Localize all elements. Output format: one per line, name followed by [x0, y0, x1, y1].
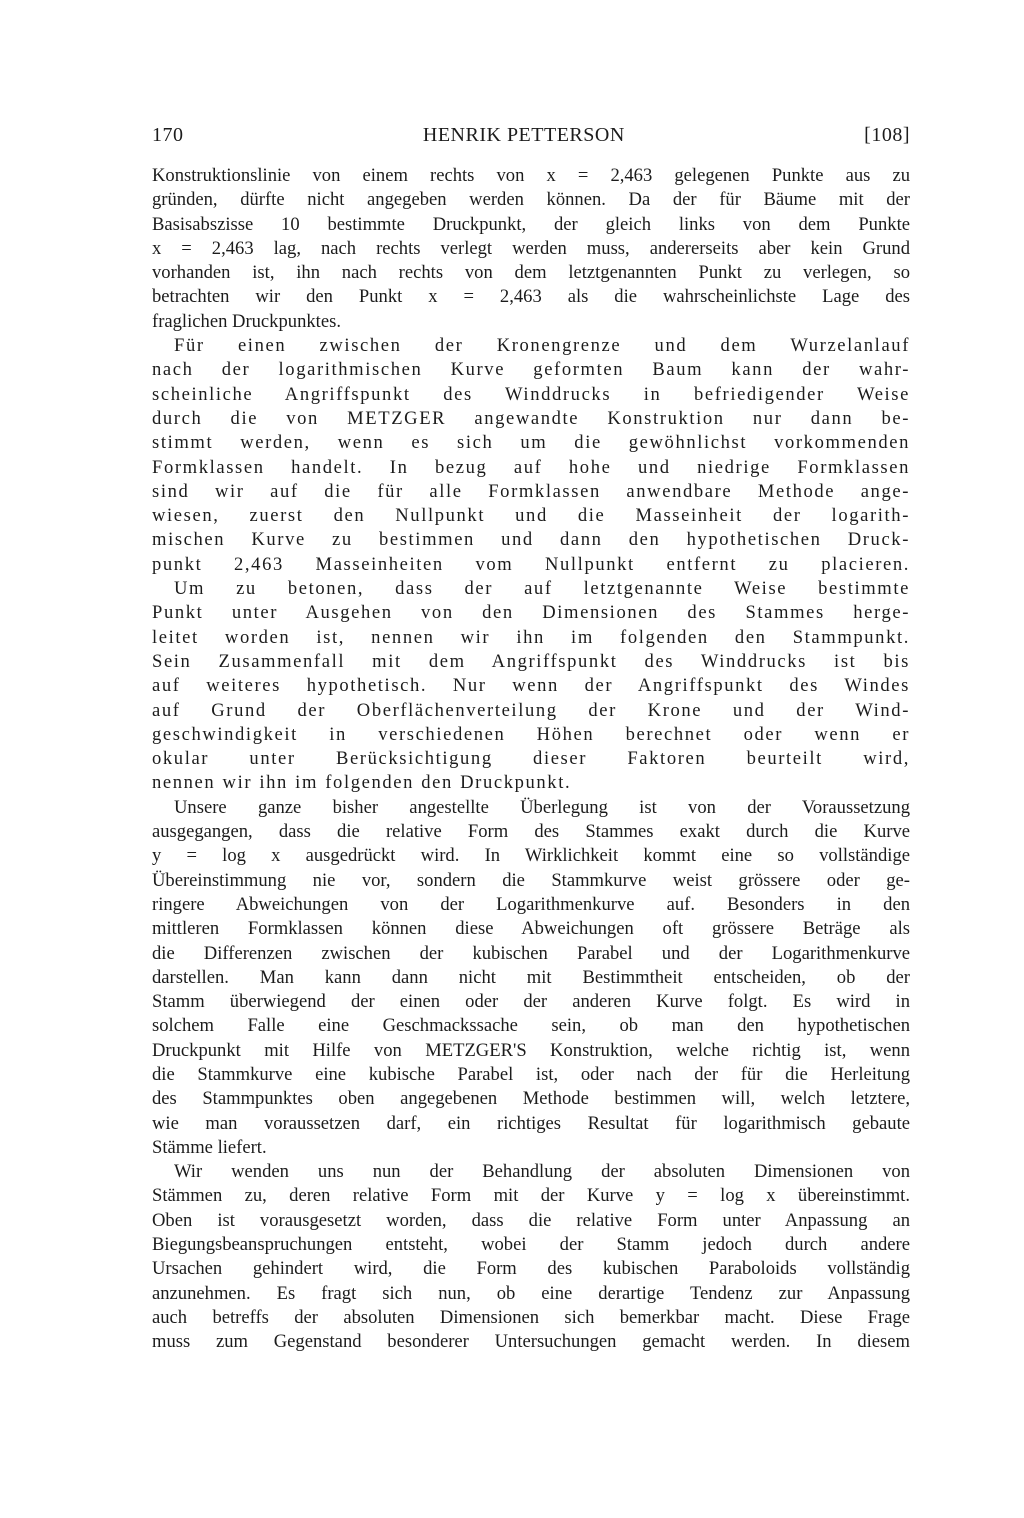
- text-line: Unsere ganze bisher angestellte Überlegung ist von der Voraussetzung: [174, 796, 910, 818]
- text-line: Druckpunkt mit Hilfe von METZGER'S Konstruktion, welche richtig ist, wenn: [152, 1039, 910, 1061]
- text-line: fraglichen Druckpunktes.: [152, 310, 341, 332]
- text-line: Oben ist vorausgesetzt worden, dass die relative Form unter Anpassung an: [152, 1209, 910, 1231]
- text-line: vorhanden ist, ihn nach rechts von dem letztgenannten Punkt zu verlegen, so: [152, 262, 910, 284]
- text-line: nach der logarithmischen Kurve geformten Baum kann der wahr-: [152, 359, 910, 381]
- page-number: 170: [152, 124, 184, 146]
- text-line: darstellen. Man kann dann nicht mit Bestimmtheit entscheiden, ob der: [152, 966, 910, 988]
- text-line: die Differenzen zwischen der kubischen Parabel und der Logarithmenkurve: [152, 942, 910, 964]
- text-line: mittleren Formklassen können diese Abweichungen oft grössere Beträge als: [152, 918, 910, 940]
- text-line: mischen Kurve zu bestimmen und dann den hypothetischen Druck-: [152, 529, 910, 551]
- text-line: okular unter Berücksichtigung dieser Faktoren beurteilt wird,: [152, 748, 910, 770]
- running-head: [152, 124, 910, 152]
- text-line: Basisabszisse 10 bestimmte Druckpunkt, der gleich links von dem Punkte: [152, 213, 910, 235]
- text-line: Punkt unter Ausgehen von den Dimensionen des Stammes herge-: [152, 602, 910, 624]
- text-line: Um zu betonen, dass der auf letztgenannte Weise bestimmte: [174, 578, 910, 600]
- text-line: die Stammkurve eine kubische Parabel ist, oder nach der für die Herleitung: [152, 1063, 910, 1085]
- text-line: Für einen zwischen der Kronengrenze und dem Wurzelanlauf: [174, 335, 910, 357]
- text-line: Übereinstimmung nie vor, sondern die Stammkurve weist grössere oder ge-: [152, 869, 910, 891]
- text-line: y = log x ausgedrückt wird. In Wirklichkeit kommt eine so vollständige: [152, 845, 910, 867]
- text-line: Sein Zusammenfall mit dem Angriffspunkt des Winddrucks ist bis: [152, 650, 910, 672]
- text-line: Konstruktionslinie von einem rechts von x = 2,463 gelegenen Punkte aus zu: [152, 165, 910, 186]
- text-line: nennen wir ihn im folgenden den Druckpunkt.: [152, 772, 572, 794]
- text-line: Stämmen zu, deren relative Form mit der Kurve y = log x übereinstimmt.: [152, 1185, 910, 1207]
- text-line: durch die von METZGER angewandte Konstruktion nur dann be-: [152, 407, 910, 429]
- text-line: Stämme liefert.: [152, 1136, 267, 1158]
- text-line: betrachten wir den Punkt x = 2,463 als die wahrscheinlichste Lage des: [152, 286, 910, 308]
- text-line: Wir wenden uns nun der Behandlung der absoluten Dimensionen von: [174, 1161, 910, 1183]
- section-number: [108]: [864, 124, 910, 146]
- text-line: ausgegangen, dass die relative Form des Stammes exakt durch die Kurve: [152, 821, 910, 843]
- text-line: leitet worden ist, nennen wir ihn im folgenden den Stammpunkt.: [152, 626, 910, 648]
- text-line: auf Grund der Oberflächenverteilung der Krone und der Wind-: [152, 699, 910, 721]
- text-line: scheinliche Angriffspunkt des Winddrucks in befriedigender Weise: [152, 383, 910, 405]
- text-line: sind wir auf die für alle Formklassen anwendbare Methode ange-: [152, 480, 910, 502]
- text-line: gründen, dürfte nicht angegeben werden können. Da der für Bäume mit der: [152, 189, 910, 211]
- text-line: ringere Abweichungen von der Logarithmenkurve auf. Besonders in den: [152, 893, 910, 915]
- text-line: auf weiteres hypothetisch. Nur wenn der Angriffspunkt des Windes: [152, 675, 910, 697]
- running-title: HENRIK PETTERSON: [422, 124, 625, 146]
- page: [152, 124, 910, 1355]
- text-line: Stamm überwiegend der einen oder der anderen Kurve folgt. Es wird in: [152, 991, 910, 1013]
- text-line: stimmt werden, wenn es sich um die gewöhnlichst vorkommenden: [152, 432, 910, 454]
- text-line: Biegungsbeanspruchungen entsteht, wobei der Stamm jedoch durch andere: [152, 1234, 910, 1256]
- body-text: [152, 164, 910, 1355]
- text-line: geschwindigkeit in verschiedenen Höhen berechnet oder wenn er: [152, 723, 910, 745]
- text-line: wie man voraussetzen darf, ein richtiges Resultat für logarithmisch gebaute: [152, 1112, 910, 1134]
- text-line: Formklassen handelt. In bezug auf hohe und niedrige Formklassen: [152, 456, 910, 478]
- text-line: des Stammpunktes oben angegebenen Methode bestimmen will, welch letztere,: [152, 1088, 910, 1110]
- text-line: auch betreffs der absoluten Dimensionen sich bemerkbar macht. Diese Frage: [152, 1306, 910, 1328]
- text-line: Ursachen gehindert wird, die Form des kubischen Paraboloids vollständig: [152, 1258, 910, 1280]
- text-line: punkt 2,463 Masseinheiten vom Nullpunkt entfernt zu placieren.: [152, 553, 910, 575]
- text-line: solchem Falle eine Geschmackssache sein, ob man den hypothetischen: [152, 1015, 910, 1037]
- text-line: wiesen, zuerst den Nullpunkt und die Masseinheit der logarith-: [152, 505, 910, 527]
- text-line: x = 2,463 lag, nach rechts verlegt werden muss, andererseits aber kein Grund: [152, 237, 910, 259]
- text-line: muss zum Gegenstand besonderer Untersuchungen gemacht werden. In diesem: [152, 1331, 910, 1353]
- text-line: anzunehmen. Es fragt sich nun, ob eine derartige Tendenz zur Anpassung: [152, 1282, 910, 1304]
